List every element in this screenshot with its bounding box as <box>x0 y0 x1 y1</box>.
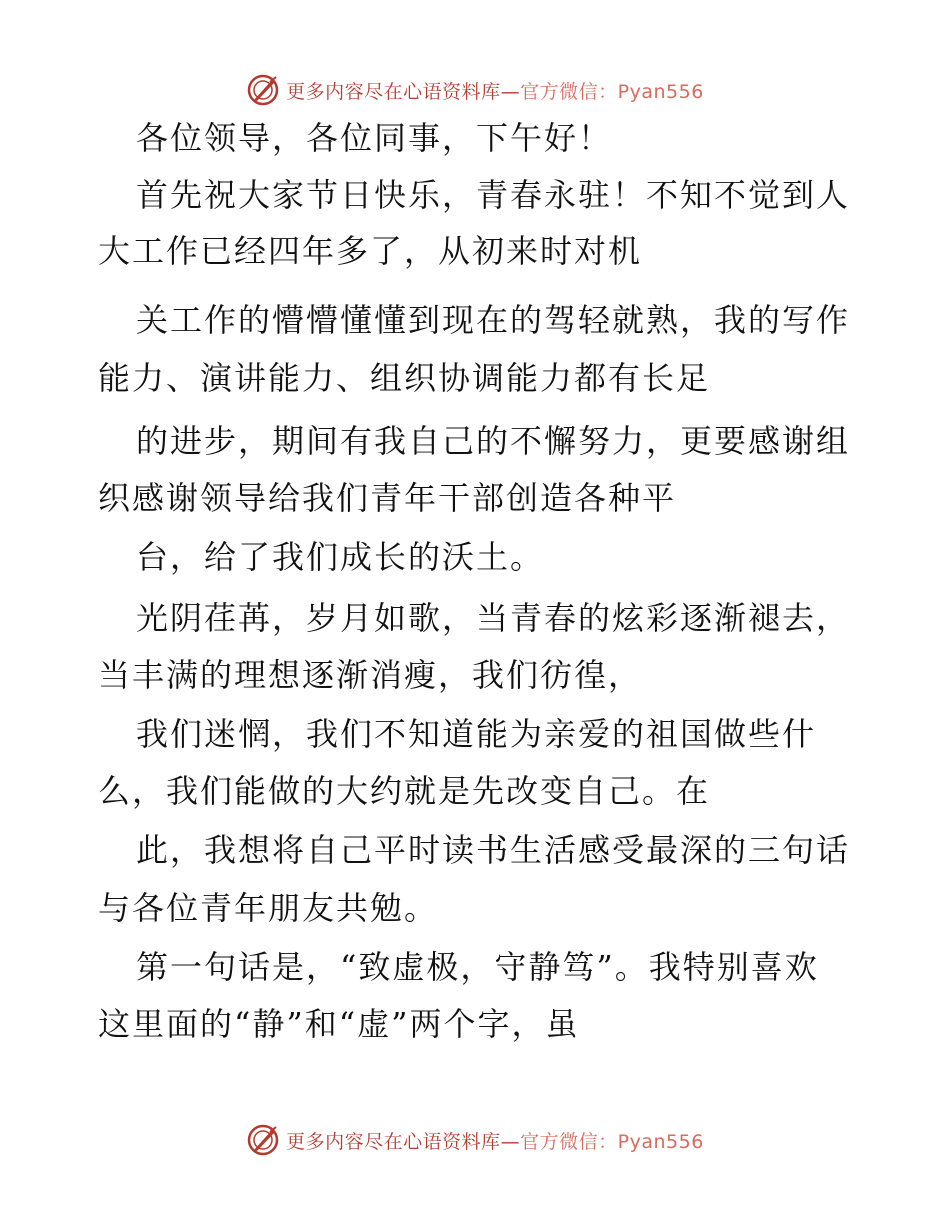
text-line: 关工作的懵懵懂懂到现在的驾轻就熟，我的写作 <box>136 301 851 339</box>
text-line: 么，我们能做的大约就是先改变自己。在 <box>98 772 711 810</box>
text-line: 首先祝大家节日快乐，青春永驻！不知不觉到人 <box>136 176 851 214</box>
text-line: 此，我想将自己平时读书生活感受最深的三句话 <box>136 831 851 869</box>
header-watermark <box>0 72 950 108</box>
text-line: 能力、演讲能力、组织协调能力都有长足 <box>98 359 711 397</box>
text-line: 光阴荏苒，岁月如歌，当青春的炫彩逐渐褪去， <box>136 599 851 637</box>
watermark-text: 更多内容尽在心语资料库—官方微信：Pyan556 <box>286 1130 704 1153</box>
text-line: 第一句话是，“致虚极，守静笃”。我特别喜欢 <box>136 948 819 986</box>
text-line: 这里面的“静”和“虚”两个字，虽 <box>98 1005 580 1043</box>
text-line: 我们迷惘，我们不知道能为亲爱的祖国做些什 <box>136 715 817 753</box>
text-line: 台，给了我们成长的沃土。 <box>136 538 545 576</box>
text-line: 的进步，期间有我自己的不懈努力，更要感谢组 <box>136 422 851 460</box>
quill-logo-icon <box>246 1123 280 1157</box>
text-line: 大工作已经四年多了，从初来时对机 <box>98 232 643 270</box>
text-line: 各位领导，各位同事，下午好！ <box>136 119 613 157</box>
watermark-text: 更多内容尽在心语资料库—官方微信：Pyan556 <box>286 80 704 103</box>
text-line: 当丰满的理想逐渐消瘦，我们彷徨， <box>98 656 643 694</box>
footer-watermark <box>0 1122 950 1158</box>
text-line: 与各位青年朋友共勉。 <box>98 889 439 927</box>
text-line: 织感谢领导给我们青年干部创造各种平 <box>98 479 677 517</box>
quill-logo-icon <box>246 73 280 107</box>
